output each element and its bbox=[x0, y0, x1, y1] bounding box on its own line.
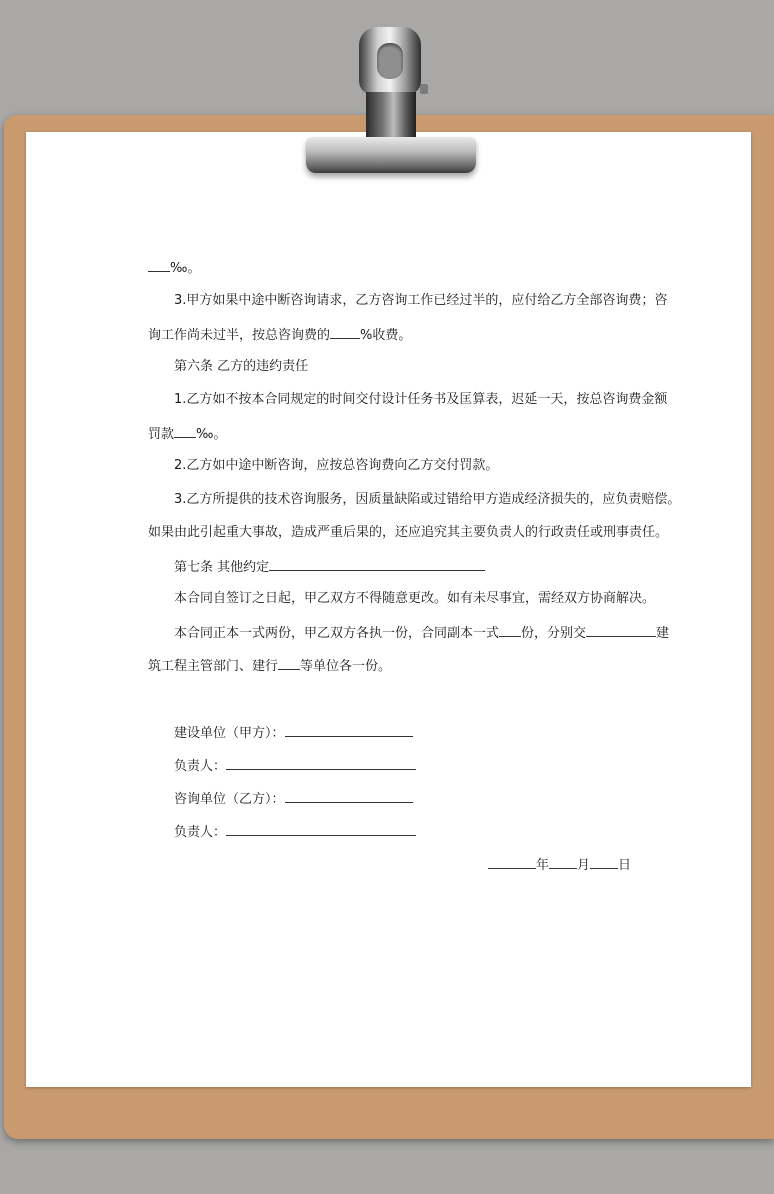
blank-field bbox=[148, 257, 170, 272]
clause-7-para-1: 本合同自签订之日起，甲乙双方不得随意更改。如有未尽事宜，需经双方协商解决。 bbox=[174, 591, 656, 606]
signing-date: 年 月 日 bbox=[488, 854, 631, 874]
clause-6-item-2: 2.乙方如中途中断咨询，应按总咨询费向乙方交付罚款。 bbox=[174, 458, 499, 473]
signature-line bbox=[226, 755, 416, 770]
signature-line bbox=[226, 821, 416, 836]
clause-5-item-3-cont: 询工作尚未过半，按总咨询费的 %收费。 bbox=[148, 324, 411, 344]
clause-7-para-2: 本合同正本一式两份，甲乙双方各执一份，合同副本一式 份，分别交 建 bbox=[174, 622, 669, 642]
blank-field bbox=[586, 622, 656, 637]
blank-field bbox=[174, 423, 196, 438]
document-page bbox=[26, 132, 751, 1087]
line-penalty-rate: ‰。 bbox=[148, 257, 200, 277]
clause-6-item-3: 3.乙方所提供的技术咨询服务，因质量缺陷或过错给甲方造成经济损失的，应负责赔偿。 bbox=[174, 492, 681, 507]
binder-clip-hole bbox=[377, 43, 403, 79]
signature-party-a: 建设单位（甲方）： bbox=[174, 722, 413, 742]
blank-field bbox=[488, 854, 536, 869]
binder-clip-neck bbox=[366, 92, 416, 140]
clause-6-item-3-cont: 如果由此引起重大事故，造成严重后果的，还应追究其主要负责人的行政责任或刑事责任。 bbox=[148, 525, 669, 540]
signature-party-b: 咨询单位（乙方）： bbox=[174, 788, 413, 808]
binder-clip-pin bbox=[420, 84, 428, 94]
clause-6-heading: 第六条 乙方的违约责任 bbox=[174, 359, 309, 374]
clause-7-heading: 第七条 其他约定 bbox=[174, 556, 485, 576]
signature-line bbox=[285, 722, 413, 737]
clause-6-item-1: 1.乙方如不按本合同规定的时间交付设计任务书及匡算表，迟延一天，按总咨询费金额 bbox=[174, 392, 668, 407]
signature-line bbox=[285, 788, 413, 803]
clause-5-item-3: 3.甲方如果中途中断咨询请求，乙方咨询工作已经过半的，应付给乙方全部咨询费；咨 bbox=[174, 293, 668, 308]
signature-person-b: 负责人： bbox=[174, 821, 416, 841]
signature-person-a: 负责人： bbox=[174, 755, 416, 775]
clause-7-para-2-cont: 筑工程主管部门、建行 等单位各一份。 bbox=[148, 655, 391, 675]
blank-field bbox=[590, 854, 618, 869]
blank-field bbox=[499, 622, 521, 637]
clause-6-item-1-cont: 罚款 ‰。 bbox=[148, 423, 226, 443]
blank-field bbox=[269, 556, 485, 571]
blank-field bbox=[278, 655, 300, 670]
blank-field bbox=[330, 324, 360, 339]
binder-clip-base bbox=[306, 137, 476, 173]
blank-field bbox=[549, 854, 577, 869]
